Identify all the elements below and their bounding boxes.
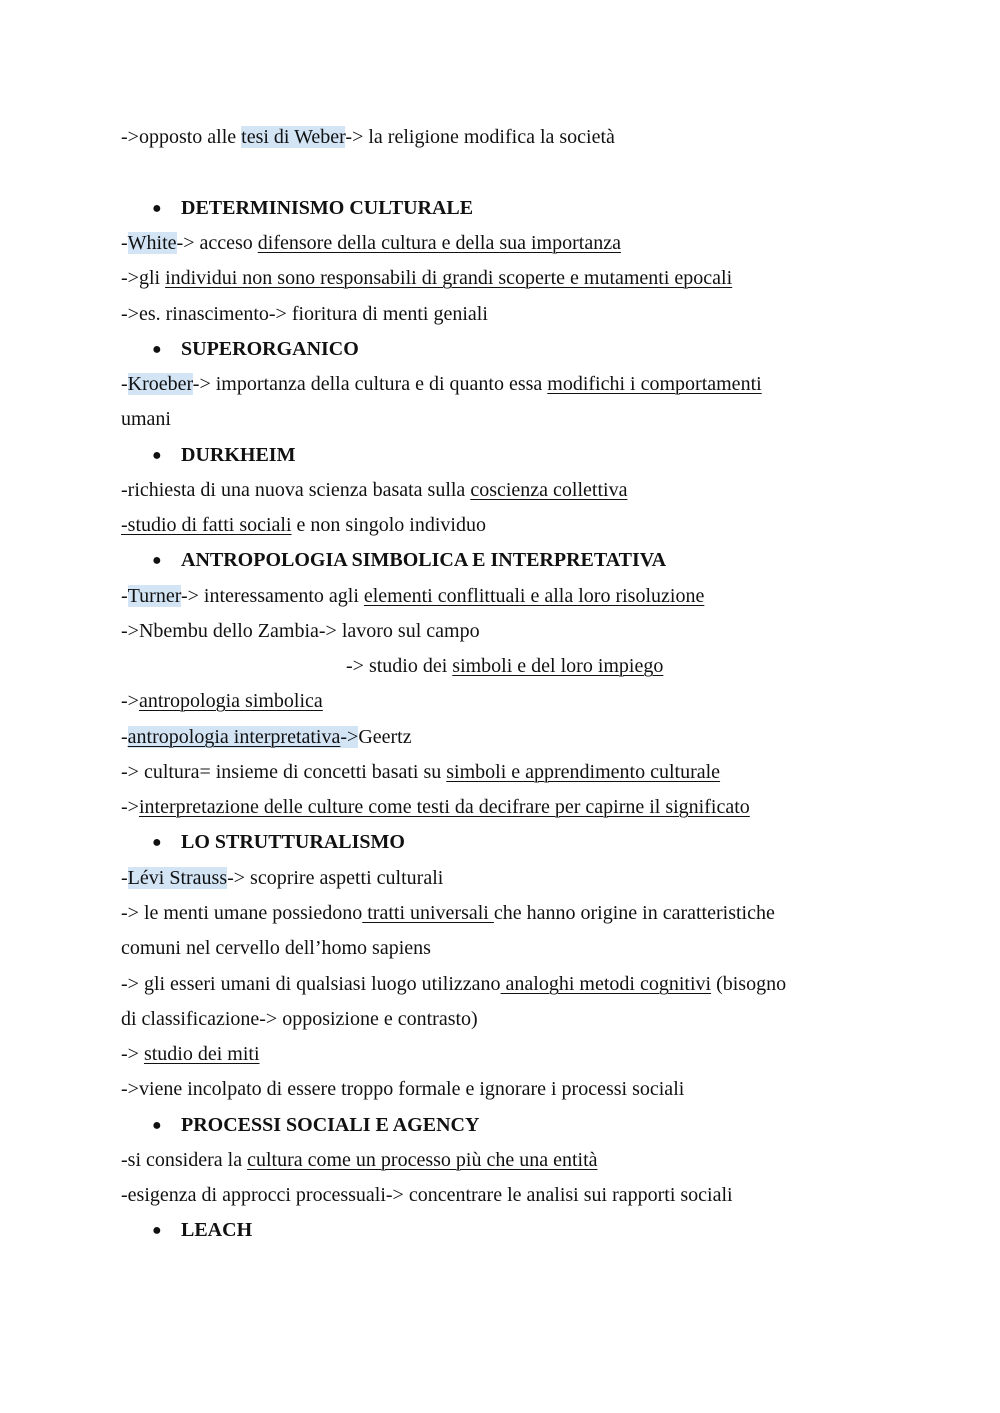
text-line [121, 125, 615, 149]
text-line [121, 866, 443, 890]
text-run: e non singolo individuo [291, 514, 486, 536]
bullet-icon: ● [152, 1222, 162, 1239]
underlined-text: tratti universali [362, 902, 494, 924]
heading-text: DETERMINISMO CULTURALE [181, 197, 474, 219]
text-line [121, 231, 621, 255]
section-heading [152, 196, 473, 220]
text-line [121, 513, 486, 537]
heading-text: LO STRUTTURALISMO [181, 831, 405, 853]
text-run: - [121, 726, 128, 748]
highlighted-text [128, 726, 359, 748]
text-run: - [121, 585, 128, 607]
highlighted-text: Turner [127, 585, 181, 607]
underlined-text: coscienza collettiva [470, 479, 628, 501]
text-run: - [121, 867, 128, 889]
text-line [121, 725, 412, 749]
text-line [121, 1183, 733, 1207]
underlined-text: modifichi i comportamenti [547, 373, 762, 395]
text-run: -> scoprire aspetti culturali [227, 867, 444, 889]
text-line [121, 266, 732, 290]
text-run: -> interessamento agli [180, 585, 364, 607]
text-run: che hanno origine in caratteristiche [493, 902, 775, 924]
text-run: -> gli esseri umani di qualsiasi luogo utilizzano [121, 973, 501, 995]
highlighted-text: tesi di Weber [241, 126, 346, 148]
text-line [121, 1148, 598, 1172]
text-line [121, 972, 786, 996]
bullet-icon: ● [152, 1117, 162, 1134]
heading-text: PROCESSI SOCIALI E AGENCY [181, 1114, 480, 1136]
text-run: -richiesta di una nuova scienza basata sulla [121, 479, 471, 501]
text-run: -> [121, 690, 139, 712]
text-run: -> [121, 796, 139, 818]
underlined-text: studio dei miti [143, 1043, 260, 1065]
text-line [121, 936, 431, 960]
text-line [121, 478, 627, 502]
heading-text: SUPERORGANICO [181, 338, 359, 360]
text-run: ->es. rinascimento-> fioritura di menti geniali [121, 303, 488, 325]
text-line [121, 584, 704, 608]
text-run: ->viene incolpato di essere troppo formale e ignorare i processi sociali [121, 1078, 685, 1100]
text-run: Geertz [358, 726, 412, 748]
text-line [121, 795, 750, 819]
text-run: comuni nel cervello dell’homo sapiens [121, 937, 431, 959]
highlighted-text: Kroeber [127, 373, 193, 395]
section-heading [152, 548, 666, 572]
bullet-icon: ● [152, 200, 162, 217]
bullet-icon: ● [152, 447, 162, 464]
text-line [121, 760, 720, 784]
text-run: -> la religione modifica la società [345, 126, 615, 148]
heading-text: DURKHEIM [181, 444, 296, 466]
text-line [121, 689, 323, 713]
section-heading [152, 443, 295, 467]
text-run: -> [340, 726, 359, 748]
underlined-text: interpretazione delle culture come testi da decifrare per capirne il significato [138, 796, 750, 818]
text-run: -si considera la [121, 1149, 248, 1171]
heading-text: LEACH [181, 1219, 253, 1241]
underlined-text: individui non sono responsabili di grandi scoperte e mutamenti epocali [165, 267, 733, 289]
text-line [121, 372, 762, 396]
underlined-text: simboli e del loro impiego [452, 655, 664, 677]
heading-text: ANTROPOLOGIA SIMBOLICA E INTERPRETATIVA [181, 549, 667, 571]
text-line [121, 619, 480, 643]
text-run: -> cultura= insieme di concetti basati su [121, 761, 447, 783]
highlighted-text: Lévi Strauss [127, 867, 228, 889]
text-run: umani [121, 408, 171, 430]
text-run: -> importanza della cultura e di quanto essa [192, 373, 548, 395]
underlined-text: elementi conflittuali e alla loro risoluzione [363, 585, 705, 607]
text-run: ->gli [121, 267, 166, 289]
section-heading [152, 1113, 479, 1137]
text-line [121, 302, 488, 326]
section-heading [152, 337, 359, 361]
text-run: di classificazione-> opposizione e contrasto) [121, 1008, 478, 1030]
section-heading [152, 1218, 252, 1242]
text-run: -> studio dei [346, 655, 453, 677]
text-run: ->Nbembu dello Zambia-> lavoro sul campo [121, 620, 480, 642]
text-run: -> acceso [176, 232, 258, 254]
text-run: -esigenza di approcci processuali-> concentrare le analisi sui rapporti sociali [121, 1184, 733, 1206]
text-run: -> le menti umane possiedono [121, 902, 363, 924]
text-run: -> [121, 1043, 144, 1065]
text-line [121, 1077, 684, 1101]
underlined-text: antropologia interpretativa [127, 726, 341, 748]
text-line [121, 1007, 478, 1031]
section-heading [152, 830, 405, 854]
underlined-text: antropologia simbolica [138, 690, 323, 712]
bullet-icon: ● [152, 834, 162, 851]
text-run: - [121, 232, 128, 254]
highlighted-text: White [127, 232, 177, 254]
underlined-text: -studio di fatti sociali [121, 514, 292, 536]
text-run: - [121, 373, 128, 395]
underlined-text: simboli e apprendimento culturale [446, 761, 721, 783]
underlined-text: difensore della cultura e della sua importanza [257, 232, 621, 254]
text-line [121, 1042, 260, 1066]
bullet-icon: ● [152, 341, 162, 358]
text-line [121, 407, 171, 431]
text-run: (bisogno [711, 973, 787, 995]
underlined-text: analoghi metodi cognitivi [500, 973, 712, 995]
underlined-text: cultura come un processo più che una entità [247, 1149, 598, 1171]
bullet-icon: ● [152, 552, 162, 569]
text-run: ->opposto alle [121, 126, 242, 148]
text-line [121, 901, 775, 925]
text-line [346, 654, 663, 678]
